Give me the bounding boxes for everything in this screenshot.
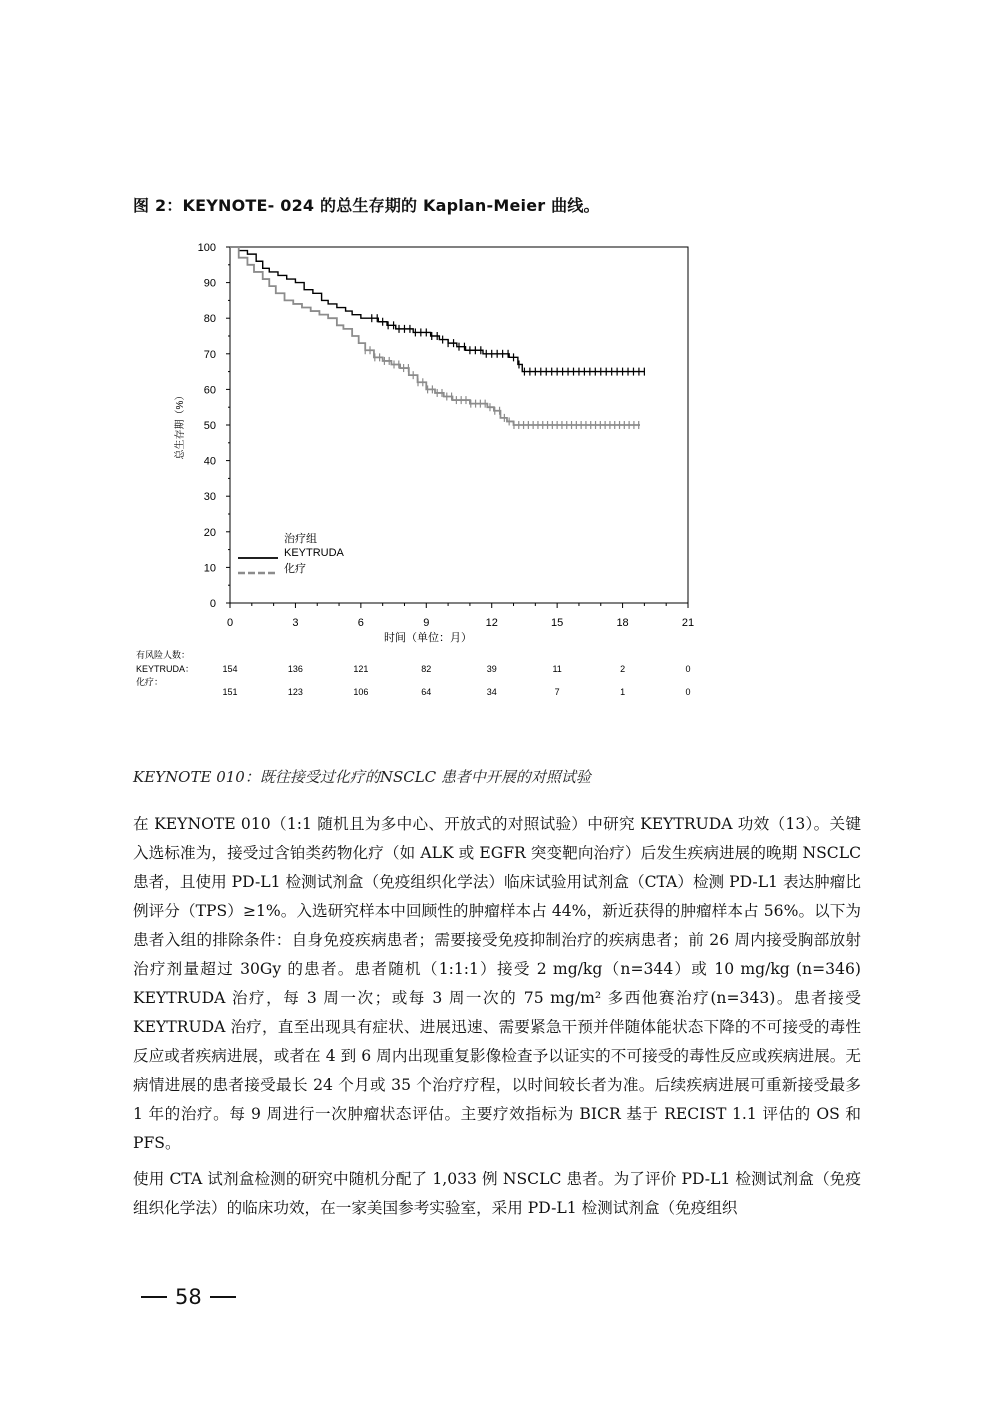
x-tick-label: 21	[681, 617, 695, 629]
risk-table	[136, 649, 691, 697]
page-footer	[133, 1285, 244, 1309]
paragraph-2: 使用 CTA 试剂盒检测的研究中随机分配了 1,033 例 NSCLC 患者。为了评价 PD-L1 检测试剂盒（免疫组织化学法）的临床功效，在一家美国参考实验室，采用 PD-L1 检测试剂盒（免疫组织	[133, 1170, 861, 1217]
risk-value-keytruda: 136	[287, 664, 303, 674]
y-tick-label: 20	[203, 526, 216, 539]
risk-value-chemo: 151	[222, 687, 238, 697]
y-tick-label: 90	[203, 277, 216, 290]
section-title: KEYNOTE 010：既往接受过化疗的NSCLC 患者中开展的对照试验	[133, 768, 591, 786]
y-tick-label: 80	[203, 313, 216, 326]
risk-value-keytruda: 154	[222, 664, 238, 674]
y-tick-label: 40	[203, 455, 216, 468]
y-tick-label: 10	[203, 562, 216, 575]
risk-value-keytruda: 121	[353, 664, 369, 674]
legend-label-chemo: 化疗	[284, 563, 306, 575]
legend-title: 治疗组	[284, 533, 317, 545]
y-tick-label: 60	[203, 384, 216, 397]
risk-value-keytruda: 82	[421, 664, 432, 674]
x-axis	[227, 603, 694, 629]
footer-dash-left	[141, 1296, 167, 1298]
risk-value-chemo: 7	[554, 687, 560, 697]
x-tick-label: 18	[616, 617, 629, 629]
y-tick-label: 30	[203, 491, 216, 504]
y-axis	[198, 242, 230, 610]
risk-value-keytruda: 0	[685, 664, 691, 674]
y-tick-label: 70	[203, 348, 216, 361]
y-tick-label: 50	[203, 420, 216, 432]
y-tick-label: 100	[197, 242, 216, 254]
page-number: 58	[175, 1285, 202, 1309]
legend	[238, 531, 345, 575]
paragraph-1: 在 KEYNOTE 010（1:1 随机且为多中心、开放式的对照试验）中研究 KEYTRUDA 功效（13）。关键入选标准为，接受过含铂类药物化疗（如 ALK 或 EGFR 突变靶向治疗）后发生疾病进展的晚期 NSCLC 患者，且使用 PD-L1 检测试剂盒（免疫组织化学法）临床试验用试剂盒（CTA）检测 PD-L1 表达肿瘤比例评分（TPS）≥1%。入选研究样本中回顾性的肿瘤样本占 44%，新近获得的肿瘤样本占 56%。以下为患者入组的排除条件：自身免疫疾病患者；需要接受免疫抑制治疗的疾病患者；前 26 周内接受胸部放射治疗剂量超过 30Gy 的患者。患者随机（1:1:1）接受 2 mg/kg（n=344）或 10 mg/kg (n=346) KEYTRUDA 治疗，每 3 周一次；或每 3 周一次的 75 mg/m² 多西他赛治疗(n=343)。患者接受 KEYTRUDA 治疗，直至出现具有症状、进展迅速、需要紧急干预并伴随体能状态下降的不可接受的毒性反应或者疾病进展，或者在 4 到 6 周内出现重复影像检查予以证实的不可接受的毒性反应或疾病进展。无病情进展的患者接受最长 24 个月或 35 个治疗疗程，以时间较长者为准。后续疾病进展可重新接受最多 1 年的治疗。每 9 周进行一次肿瘤状态评估。主要疗效指标为 BICR 基于 RECIST 1.1 评估的 OS 和 PFS。	[133, 815, 861, 1152]
risk-value-chemo: 64	[421, 687, 432, 697]
x-tick-label: 3	[292, 617, 299, 629]
risk-row-label-keytruda: KEYTRUDA：	[136, 664, 195, 674]
risk-value-keytruda: 11	[552, 664, 562, 674]
risk-value-chemo: 34	[486, 687, 497, 697]
risk-value-keytruda: 39	[486, 664, 497, 674]
x-tick-label: 12	[485, 617, 498, 629]
x-axis-label: 时间（单位：月）	[384, 632, 472, 644]
risk-value-chemo: 123	[287, 687, 303, 697]
risk-value-chemo: 0	[685, 687, 691, 697]
km-curves	[230, 247, 644, 429]
legend-label-keytruda: KEYTRUDA	[284, 547, 344, 559]
footer-dash-right	[210, 1296, 236, 1298]
x-tick-label: 9	[423, 617, 430, 629]
risk-values	[222, 664, 690, 697]
x-tick-label: 15	[551, 617, 564, 629]
risk-value-chemo: 1	[620, 687, 626, 697]
risk-row-label-chemo: 化疗：	[136, 677, 164, 687]
y-tick-label: 0	[209, 598, 216, 610]
risk-value-keytruda: 2	[620, 664, 626, 674]
curve-keytruda	[230, 247, 644, 372]
figure-title: 图 2：KEYNOTE- 024 的总生存期的 Kaplan-Meier 曲线。	[133, 196, 600, 215]
x-tick-label: 6	[357, 617, 364, 629]
x-tick-label: 0	[226, 617, 234, 629]
risk-value-chemo: 106	[353, 687, 369, 697]
risk-table-header: 有风险人数：	[136, 650, 191, 660]
y-axis-label: 总生存期（%）	[175, 390, 186, 460]
